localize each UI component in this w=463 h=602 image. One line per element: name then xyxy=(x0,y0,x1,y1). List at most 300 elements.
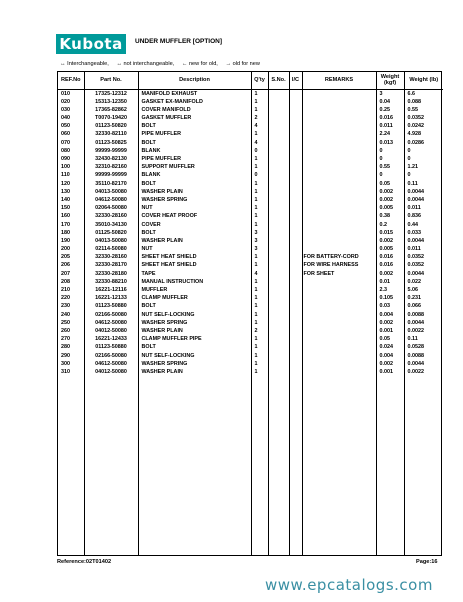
cell-ref: 020 xyxy=(58,98,84,106)
cell-ic xyxy=(289,139,302,147)
cell-ic xyxy=(289,89,302,98)
table-row xyxy=(58,311,443,319)
cell-part-no: 16221-12116 xyxy=(84,286,138,294)
cell-serial-no xyxy=(268,180,289,188)
cell-ic xyxy=(289,327,302,335)
cell-part-no: T0070-19420 xyxy=(84,114,138,122)
cell-ic xyxy=(289,229,302,237)
cell-qty: 4 xyxy=(251,270,268,278)
cell-serial-no xyxy=(268,302,289,310)
cell-ref: 240 xyxy=(58,311,84,319)
cell-ref: 080 xyxy=(58,147,84,155)
cell-weight-kgf: 0.002 xyxy=(376,270,404,278)
cell-weight-kgf: 0.002 xyxy=(376,319,404,327)
filler-cell xyxy=(302,376,376,556)
cell-qty: 4 xyxy=(251,139,268,147)
cell-weight-lb: 0.0242 xyxy=(407,123,424,130)
cell-remarks xyxy=(302,212,376,220)
cell-description: COVER MANIFOLD xyxy=(138,106,251,114)
cell-ic xyxy=(289,163,302,171)
cell-qty: 3 xyxy=(251,237,268,245)
cell-description: GASKET MUFFLER xyxy=(138,114,251,122)
cell-weight-lb: 0.11 xyxy=(407,336,418,343)
table-row xyxy=(58,139,443,147)
cell-serial-no xyxy=(268,130,289,138)
cell-qty: 2 xyxy=(251,327,268,335)
cell-qty: 4 xyxy=(251,122,268,130)
cell-description: BOLT xyxy=(138,122,251,130)
cell-qty: 1 xyxy=(251,98,268,106)
filler-cell xyxy=(404,376,443,556)
cell-ic xyxy=(289,343,302,351)
cell-ref: 310 xyxy=(58,368,84,376)
cell-ic xyxy=(289,122,302,130)
cell-ic xyxy=(289,98,302,106)
table-row xyxy=(58,212,443,220)
cell-weight-kgf: 0.55 xyxy=(376,163,404,171)
cell-weight-kgf: 0.005 xyxy=(376,204,404,212)
cell-part-no: 02166-50080 xyxy=(84,311,138,319)
cell-weight-lb: 0.0044 xyxy=(407,270,424,277)
cell-ref: 150 xyxy=(58,204,84,212)
cell-weight-kgf: 2.3 xyxy=(376,286,404,294)
cell-weight-lb: 0.011 xyxy=(407,205,421,212)
table-row xyxy=(58,122,443,130)
cell-remarks xyxy=(302,188,376,196)
column-header-qty: Q'ty xyxy=(251,72,268,89)
cell-part-no: 04612-50080 xyxy=(84,360,138,368)
table-row xyxy=(58,147,443,155)
cell-ref: 050 xyxy=(58,122,84,130)
cell-description: BLANK xyxy=(138,147,251,155)
cell-description: SUPPORT MUFFLER xyxy=(138,163,251,171)
cell-serial-no xyxy=(268,335,289,343)
table-row xyxy=(58,245,443,253)
cell-qty: 1 xyxy=(251,221,268,229)
cell-weight-kgf: 0.002 xyxy=(376,196,404,204)
cell-remarks xyxy=(302,302,376,310)
cell-weight-kgf: 0.016 xyxy=(376,253,404,261)
filler-cell xyxy=(251,376,268,556)
cell-weight-kgf: 0.05 xyxy=(376,335,404,343)
cell-weight-kgf: 0.38 xyxy=(376,212,404,220)
cell-qty: 1 xyxy=(251,319,268,327)
cell-ic xyxy=(289,212,302,220)
filler-cell xyxy=(58,376,84,556)
cell-serial-no xyxy=(268,352,289,360)
cell-weight-kgf: 0.004 xyxy=(376,311,404,319)
cell-weight-lb: 0.0286 xyxy=(407,139,424,146)
cell-part-no: 15313-12350 xyxy=(84,98,138,106)
cell-part-no: 16221-12133 xyxy=(84,294,138,302)
cell-weight-kgf: 0.002 xyxy=(376,237,404,245)
column-header-part-no: Part No. xyxy=(84,72,138,89)
cell-weight-lb: 0.0044 xyxy=(407,188,424,195)
cell-ref: 230 xyxy=(58,302,84,310)
cell-weight-lb: 0.0044 xyxy=(407,319,424,326)
page-title: UNDER MUFFLER [OPTION] xyxy=(135,38,223,45)
cell-serial-no xyxy=(268,98,289,106)
cell-serial-no xyxy=(268,311,289,319)
cell-serial-no xyxy=(268,139,289,147)
cell-remarks: FOR BATTERY-CORD xyxy=(302,253,376,261)
cell-description: SHEET HEAT SHIELD xyxy=(138,253,251,261)
cell-serial-no xyxy=(268,327,289,335)
cell-qty: 0 xyxy=(251,147,268,155)
cell-weight-lb: 0.066 xyxy=(407,303,421,310)
cell-ref: 140 xyxy=(58,196,84,204)
cell-qty: 1 xyxy=(251,343,268,351)
cell-description: TAPE xyxy=(138,270,251,278)
cell-serial-no xyxy=(268,319,289,327)
cell-serial-no xyxy=(268,147,289,155)
cell-part-no: 01123-50820 xyxy=(84,122,138,130)
cell-serial-no xyxy=(268,171,289,179)
filler-cell xyxy=(268,376,289,556)
cell-remarks xyxy=(302,319,376,327)
cell-remarks xyxy=(302,114,376,122)
cell-serial-no xyxy=(268,343,289,351)
cell-remarks xyxy=(302,311,376,319)
cell-remarks xyxy=(302,294,376,302)
cell-remarks xyxy=(302,327,376,335)
cell-ic xyxy=(289,188,302,196)
cell-ref: 290 xyxy=(58,352,84,360)
table-row xyxy=(58,335,443,343)
cell-description: MUFFLER xyxy=(138,286,251,294)
cell-weight-lb: 0.0022 xyxy=(407,327,424,334)
cell-qty: 1 xyxy=(251,196,268,204)
cell-weight-lb: 0.0528 xyxy=(407,344,424,351)
table-row xyxy=(58,204,443,212)
cell-qty: 3 xyxy=(251,229,268,237)
cell-ref: 208 xyxy=(58,278,84,286)
column-header-remarks: REMARKS xyxy=(302,72,376,89)
cell-part-no: 99999-99999 xyxy=(84,147,138,155)
cell-description: BOLT xyxy=(138,180,251,188)
table-row xyxy=(58,278,443,286)
cell-ref: 210 xyxy=(58,286,84,294)
cell-ref: 030 xyxy=(58,106,84,114)
cell-remarks xyxy=(302,147,376,155)
cell-description: WASHER PLAIN xyxy=(138,188,251,196)
cell-qty: 1 xyxy=(251,212,268,220)
cell-ref: 170 xyxy=(58,221,84,229)
kubota-logo: Kubota xyxy=(56,34,126,54)
cell-part-no: 32330-28160 xyxy=(84,212,138,220)
cell-remarks xyxy=(302,360,376,368)
cell-weight-lb: 0 xyxy=(407,156,411,162)
cell-description: WASHER PLAIN xyxy=(138,327,251,335)
cell-description: CLAMP MUFFLER xyxy=(138,294,251,302)
cell-remarks xyxy=(302,221,376,229)
cell-weight-lb: 0.0352 xyxy=(407,254,424,261)
cell-weight-kgf: 0.016 xyxy=(376,114,404,122)
cell-serial-no xyxy=(268,237,289,245)
cell-weight-lb: 0.11 xyxy=(407,180,418,187)
table-row xyxy=(58,130,443,138)
cell-serial-no xyxy=(268,245,289,253)
cell-ref: 070 xyxy=(58,139,84,147)
cell-remarks xyxy=(302,245,376,253)
table-row xyxy=(58,237,443,245)
cell-description: WASHER SPRING xyxy=(138,360,251,368)
cell-ic xyxy=(289,196,302,204)
table-filler-row xyxy=(58,376,443,556)
cell-description: BOLT xyxy=(138,302,251,310)
parts-table-container xyxy=(57,71,442,556)
cell-ref: 160 xyxy=(58,212,84,220)
cell-qty: 1 xyxy=(251,311,268,319)
table-row xyxy=(58,106,443,114)
table-row xyxy=(58,171,443,179)
cell-remarks xyxy=(302,278,376,286)
cell-part-no: 02064-50080 xyxy=(84,204,138,212)
cell-weight-kgf: 0.105 xyxy=(376,294,404,302)
cell-ref: 180 xyxy=(58,229,84,237)
cell-qty: 1 xyxy=(251,335,268,343)
cell-ic xyxy=(289,106,302,114)
cell-weight-kgf: 0 xyxy=(376,147,404,155)
cell-description: CLAMP MUFFLER PIPE xyxy=(138,335,251,343)
table-row xyxy=(58,261,443,269)
cell-weight-lb: 0.0044 xyxy=(407,360,424,367)
table-row xyxy=(58,221,443,229)
cell-qty: 1 xyxy=(251,360,268,368)
cell-description: PIPE MUFFLER xyxy=(138,155,251,163)
cell-part-no: 32310-82160 xyxy=(84,163,138,171)
cell-ref: 120 xyxy=(58,180,84,188)
reference-number: Reference:02T01402 xyxy=(57,559,112,565)
cell-part-no: 32430-82130 xyxy=(84,155,138,163)
cell-part-no: 32330-28180 xyxy=(84,270,138,278)
column-header-weight-lb: Weight (lb) xyxy=(404,72,443,89)
table-row xyxy=(58,180,443,188)
cell-weight-lb: 6.6 xyxy=(407,90,415,97)
cell-ref: 300 xyxy=(58,360,84,368)
legend-item: ↔ Interchangeable, xyxy=(60,61,109,67)
cell-qty: 1 xyxy=(251,155,268,163)
cell-remarks xyxy=(302,89,376,98)
cell-ref: 207 xyxy=(58,270,84,278)
cell-ic xyxy=(289,180,302,188)
cell-weight-lb: 0.022 xyxy=(407,278,421,285)
cell-ref: 060 xyxy=(58,130,84,138)
cell-weight-kgf: 0.015 xyxy=(376,229,404,237)
cell-remarks xyxy=(302,237,376,245)
cell-serial-no xyxy=(268,253,289,261)
cell-ic xyxy=(289,368,302,376)
cell-serial-no xyxy=(268,270,289,278)
cell-weight-kgf: 0.04 xyxy=(376,98,404,106)
cell-ref: 200 xyxy=(58,245,84,253)
cell-ic xyxy=(289,221,302,229)
cell-description: PIPE MUFFLER xyxy=(138,130,251,138)
cell-part-no: 02114-50080 xyxy=(84,245,138,253)
cell-description: NUT xyxy=(138,245,251,253)
cell-weight-kgf: 0.03 xyxy=(376,302,404,310)
legend-item: ← new for old, xyxy=(181,61,218,67)
cell-remarks xyxy=(302,155,376,163)
cell-remarks xyxy=(302,139,376,147)
cell-weight-lb: 0.0044 xyxy=(407,196,424,203)
cell-part-no: 16221-12433 xyxy=(84,335,138,343)
cell-description: COVER HEAT PROOF xyxy=(138,212,251,220)
cell-ic xyxy=(289,352,302,360)
cell-weight-kgf: 0.005 xyxy=(376,245,404,253)
cell-serial-no xyxy=(268,221,289,229)
cell-qty: 1 xyxy=(251,261,268,269)
cell-qty: 1 xyxy=(251,294,268,302)
cell-weight-lb: 1.21 xyxy=(407,164,418,171)
table-row xyxy=(58,360,443,368)
table-row xyxy=(58,229,443,237)
table-row xyxy=(58,89,443,98)
cell-weight-kgf: 0.011 xyxy=(376,122,404,130)
cell-description: MANUAL INSTRUCTION xyxy=(138,278,251,286)
cell-ic xyxy=(289,294,302,302)
table-row xyxy=(58,319,443,327)
cell-ic xyxy=(289,270,302,278)
cell-serial-no xyxy=(268,114,289,122)
cell-ic xyxy=(289,245,302,253)
cell-weight-kgf: 0.05 xyxy=(376,180,404,188)
cell-weight-lb: 0.088 xyxy=(407,98,421,105)
cell-remarks xyxy=(302,180,376,188)
cell-description: NUT SELF-LOCKING xyxy=(138,311,251,319)
cell-ic xyxy=(289,204,302,212)
cell-remarks xyxy=(302,229,376,237)
cell-ic xyxy=(289,286,302,294)
cell-remarks xyxy=(302,368,376,376)
cell-part-no: 04612-50080 xyxy=(84,196,138,204)
cell-ic xyxy=(289,278,302,286)
cell-description: MANIFOLD EXHAUST xyxy=(138,89,251,98)
cell-serial-no xyxy=(268,212,289,220)
cell-serial-no xyxy=(268,204,289,212)
cell-weight-kgf: 0 xyxy=(376,171,404,179)
column-header-description: Description xyxy=(138,72,251,89)
cell-description: BOLT xyxy=(138,343,251,351)
cell-ref: 220 xyxy=(58,294,84,302)
cell-remarks xyxy=(302,204,376,212)
cell-serial-no xyxy=(268,286,289,294)
cell-qty: 1 xyxy=(251,368,268,376)
cell-qty: 1 xyxy=(251,352,268,360)
watermark: www.epcatalogs.com xyxy=(265,576,433,594)
cell-weight-lb: 0.0044 xyxy=(407,237,424,244)
table-row xyxy=(58,163,443,171)
cell-ic xyxy=(289,155,302,163)
cell-remarks xyxy=(302,343,376,351)
cell-weight-lb: 0 xyxy=(407,172,411,179)
cell-part-no: 17325-12312 xyxy=(84,89,138,98)
cell-ref: 190 xyxy=(58,237,84,245)
cell-serial-no xyxy=(268,163,289,171)
cell-ic xyxy=(289,261,302,269)
cell-serial-no xyxy=(268,188,289,196)
cell-ic xyxy=(289,171,302,179)
cell-part-no: 32330-28170 xyxy=(84,261,138,269)
cell-part-no: 04013-50080 xyxy=(84,237,138,245)
cell-qty: 1 xyxy=(251,286,268,294)
cell-weight-kgf: 0.01 xyxy=(376,278,404,286)
cell-part-no: 04012-50080 xyxy=(84,368,138,376)
cell-serial-no xyxy=(268,261,289,269)
cell-weight-lb: 0.44 xyxy=(407,221,418,228)
cell-remarks xyxy=(302,122,376,130)
cell-part-no: 01125-50820 xyxy=(84,229,138,237)
cell-qty: 0 xyxy=(251,171,268,179)
cell-qty: 1 xyxy=(251,278,268,286)
cell-description: WASHER SPRING xyxy=(138,196,251,204)
cell-ref: 280 xyxy=(58,343,84,351)
cell-qty: 1 xyxy=(251,253,268,261)
cell-part-no: 04612-50080 xyxy=(84,319,138,327)
cell-ic xyxy=(289,335,302,343)
cell-weight-lb: 0 xyxy=(407,147,411,154)
cell-qty: 1 xyxy=(251,302,268,310)
cell-ic xyxy=(289,311,302,319)
legend-item: → old for new xyxy=(225,61,260,67)
table-row xyxy=(58,368,443,376)
cell-remarks xyxy=(302,163,376,171)
cell-ref: 250 xyxy=(58,319,84,327)
table-row xyxy=(58,286,443,294)
cell-remarks xyxy=(302,286,376,294)
cell-ref: 040 xyxy=(58,114,84,122)
cell-remarks xyxy=(302,335,376,343)
cell-qty: 1 xyxy=(251,89,268,98)
cell-weight-lb: 0.836 xyxy=(407,213,421,220)
table-row xyxy=(58,352,443,360)
cell-serial-no xyxy=(268,122,289,130)
cell-remarks xyxy=(302,352,376,360)
cell-weight-lb: 0.55 xyxy=(407,106,418,113)
cell-part-no: 32330-88210 xyxy=(84,278,138,286)
cell-weight-lb: 5.06 xyxy=(407,287,418,293)
column-header-weight-kgf: Weight (kgf) xyxy=(376,72,404,89)
cell-description: NUT xyxy=(138,204,251,212)
cell-part-no: 99999-99999 xyxy=(84,171,138,179)
cell-ic xyxy=(289,319,302,327)
cell-serial-no xyxy=(268,278,289,286)
legend-item: ↔ not interchangeable, xyxy=(116,61,175,67)
cell-serial-no xyxy=(268,368,289,376)
cell-qty: 1 xyxy=(251,106,268,114)
column-header-serial-no: S.No. xyxy=(268,72,289,89)
interchangeability-legend xyxy=(60,61,266,67)
cell-ref: 090 xyxy=(58,155,84,163)
table-row xyxy=(58,270,443,278)
cell-serial-no xyxy=(268,360,289,368)
cell-part-no: 17365-82862 xyxy=(84,106,138,114)
filler-cell xyxy=(138,376,251,556)
cell-weight-kgf: 0.024 xyxy=(376,343,404,351)
cell-ic xyxy=(289,360,302,368)
cell-ref: 260 xyxy=(58,327,84,335)
cell-ic xyxy=(289,114,302,122)
cell-serial-no xyxy=(268,294,289,302)
cell-ic xyxy=(289,130,302,138)
cell-weight-kgf: 0.016 xyxy=(376,261,404,269)
cell-ic xyxy=(289,237,302,245)
cell-weight-kgf: 0.002 xyxy=(376,188,404,196)
cell-weight-lb: 0.0352 xyxy=(407,262,424,269)
cell-weight-kgf: 0.25 xyxy=(376,106,404,114)
filler-cell xyxy=(376,376,404,556)
cell-part-no: 04013-50080 xyxy=(84,188,138,196)
